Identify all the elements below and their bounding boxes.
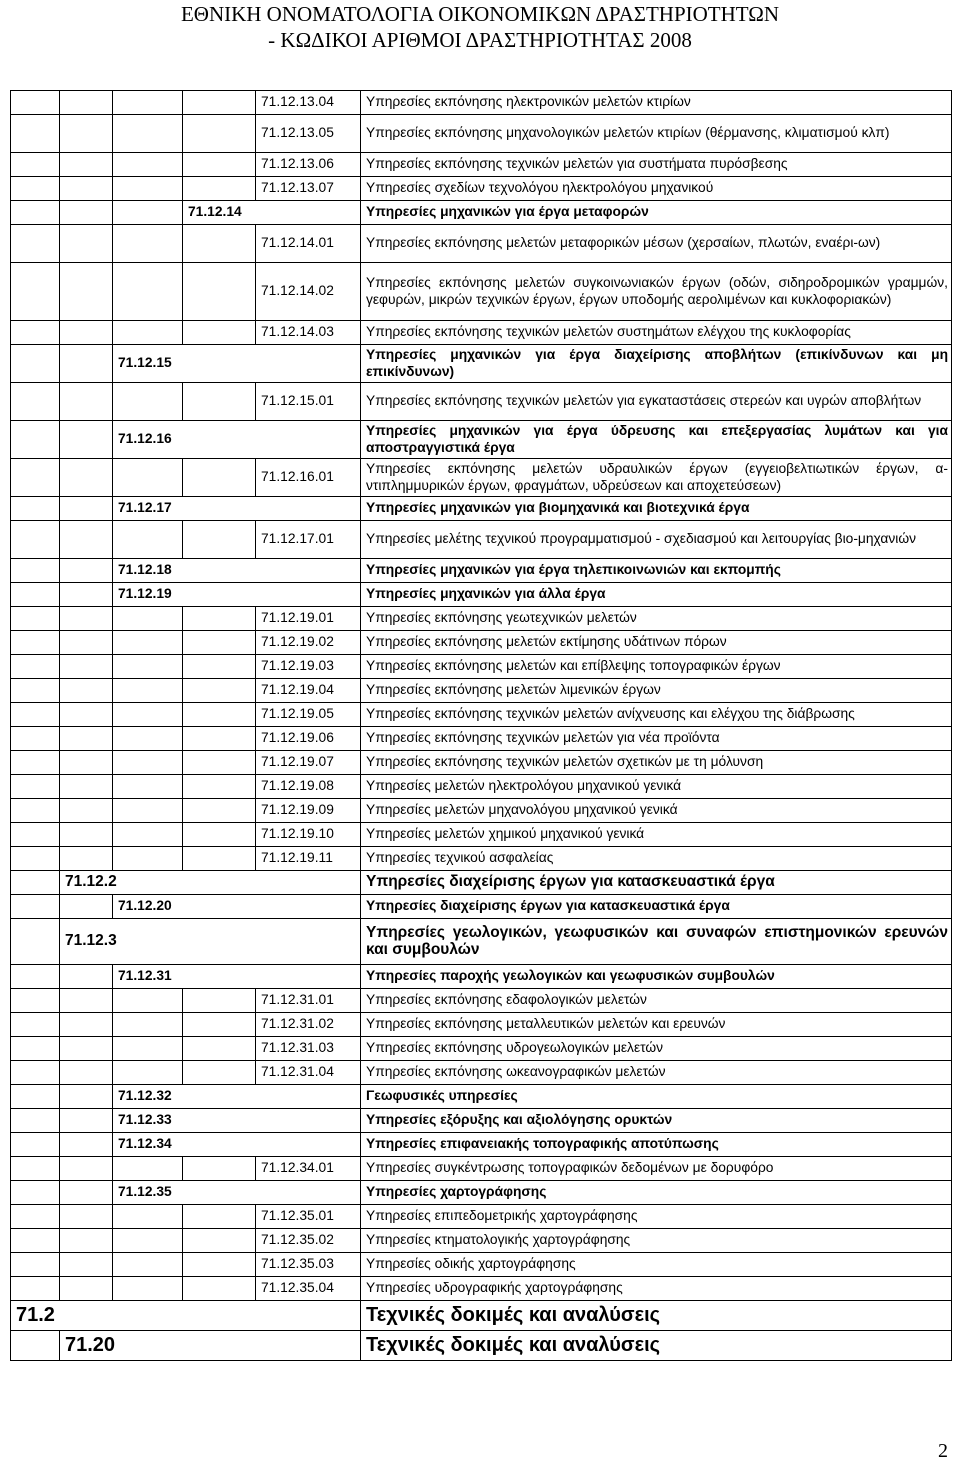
activity-description: Υπηρεσίες γεωλογικών, γεωφυσικών και συναφών επιστημονικών ερευνών και συμβουλών [361,919,952,965]
activity-description: Υπηρεσίες εκπόνησης υδρογεωλογικών μελετών [361,1037,952,1061]
activity-code: 71.12.35.03 [256,1253,361,1277]
activity-description: Υπηρεσίες εκπόνησης ωκεανογραφικών μελετών [361,1061,952,1085]
activity-code: 71.12.17.01 [256,521,361,559]
activity-code: 71.12.19.11 [256,847,361,871]
activity-description: Υπηρεσίες μηχανικών για βιομηχανικά και βιοτεχνικά έργα [361,497,952,521]
activity-description: Υπηρεσίες εκπόνησης τεχνικών μελετών για νέα προϊόντα [361,727,952,751]
activity-code: 71.12.35 [113,1181,361,1205]
activity-code: 71.12.20 [113,895,361,919]
activity-description: Υπηρεσίες εκπόνησης γεωτεχνικών μελετών [361,607,952,631]
activity-code: 71.12.14.02 [256,263,361,321]
activity-code: 71.12.19.07 [256,751,361,775]
activity-code: 71.12.19.02 [256,631,361,655]
activity-code: 71.2 [11,1301,361,1331]
activity-code: 71.12.13.06 [256,153,361,177]
activity-description: Υπηρεσίες μηχανικών για έργα ύδρευσης και επεξεργασίας λυμάτων και για αποστραγγιστικά έργα [361,421,952,459]
activity-description: Υπηρεσίες εκπόνησης μεταλλευτικών μελετών και ερευνών [361,1013,952,1037]
activity-code: 71.20 [60,1331,361,1361]
activity-description: Υπηρεσίες μελέτης τεχνικού προγραμματισμού - σχεδιασμού και λειτουργίας βιο-μηχανιών [361,521,952,559]
activity-description: Υπηρεσίες μηχανικών για άλλα έργα [361,583,952,607]
activity-code: 71.12.19.09 [256,799,361,823]
activity-description: Υπηρεσίες συγκέντρωσης τοπογραφικών δεδομένων με δορυφόρο [361,1157,952,1181]
activity-description: Υπηρεσίες εκπόνησης τεχνικών μελετών συστημάτων ελέγχου της κυκλοφορίας [361,321,952,345]
activity-description: Υπηρεσίες χαρτογράφησης [361,1181,952,1205]
activity-code: 71.12.34 [113,1133,361,1157]
activity-description: Υπηρεσίες μελετών ηλεκτρολόγου μηχανικού γενικά [361,775,952,799]
activity-description: Υπηρεσίες εκπόνησης τεχνικών μελετών για συστήματα πυρόσβεσης [361,153,952,177]
activity-description: Γεωφυσικές υπηρεσίες [361,1085,952,1109]
activity-description: Υπηρεσίες εκπόνησης μελετών συγκοινωνιακών έργων (οδών, σιδηροδρομικών γραμμών, γεφυρών, μικρών τεχνικών έργων, έργων υποδομής αερολιμένων και κυκλοφοριακών) [361,263,952,321]
activity-description: Υπηρεσίες τεχνικού ασφαλείας [361,847,952,871]
activity-description: Υπηρεσίες εκπόνησης τεχνικών μελετών για εγκαταστάσεις στερεών και υγρών αποβλήτων [361,383,952,421]
activity-description: Τεχνικές δοκιμές και αναλύσεις [361,1331,952,1361]
activity-code: 71.12.31.02 [256,1013,361,1037]
activity-description: Υπηρεσίες μηχανικών για έργα διαχείρισης αποβλήτων (επικίνδυνων και μη επικίνδυνων) [361,345,952,383]
activity-code: 71.12.15.01 [256,383,361,421]
activity-code: 71.12.19.01 [256,607,361,631]
activity-code: 71.12.31 [113,965,361,989]
page-number: 2 [938,1440,948,1462]
activity-code: 71.12.35.02 [256,1229,361,1253]
activity-code: 71.12.19.04 [256,679,361,703]
activity-code: 71.12.3 [60,919,361,965]
document-header-title: ΕΘΝΙΚΗ ΟΝΟΜΑΤΟΛΟΓΙΑ ΟΙΚΟΝΟΜΙΚΩΝ ΔΡΑΣΤΗΡΙΟΤΗΤΩΝ [180,2,780,26]
activity-description: Υπηρεσίες κτηματολογικής χαρτογράφησης [361,1229,952,1253]
activity-description: Υπηρεσίες εξόρυξης και αξιολόγησης ορυκτών [361,1109,952,1133]
activity-description: Υπηρεσίες μελετών χημικού μηχανικού γενικά [361,823,952,847]
activity-code: 71.12.19.10 [256,823,361,847]
activity-description: Υπηρεσίες μελετών μηχανολόγου μηχανικού γενικά [361,799,952,823]
activity-code: 71.12.31.03 [256,1037,361,1061]
activity-code: 71.12.13.07 [256,177,361,201]
activity-code: 71.12.14.03 [256,321,361,345]
activity-description: Υπηρεσίες επιπεδομετρικής χαρτογράφησης [361,1205,952,1229]
activity-code: 71.12.32 [113,1085,361,1109]
activity-description: Υπηρεσίες εκπόνησης μελετών λιμενικών έργων [361,679,952,703]
activity-description: Υπηρεσίες διαχείρισης έργων για κατασκευαστικά έργα [361,895,952,919]
activity-description: Υπηρεσίες επιφανειακής τοπογραφικής αποτύπωσης [361,1133,952,1157]
activity-code: 71.12.13.04 [256,91,361,115]
activity-code: 71.12.19.06 [256,727,361,751]
activity-code: 71.12.2 [60,871,361,895]
activity-description: Υπηρεσίες εκπόνησης μελετών και επίβλεψης τοπογραφικών έργων [361,655,952,679]
activity-code-table [10,90,952,1361]
activity-code: 71.12.16 [113,421,361,459]
activity-description: Υπηρεσίες εκπόνησης μελετών υδραυλικών έργων (εγγειοβελτιωτικών έργων, α-ντιπλημμυρικών έργων, φραγμάτων, υδρεύσεων και αποχετεύσεων) [361,459,952,497]
document-header-subtitle: - ΚΩΔΙΚΟΙ ΑΡΙΘΜΟΙ ΔΡΑΣΤΗΡΙΟΤΗΤΑΣ 2008 [268,28,692,52]
activity-code: 71.12.34.01 [256,1157,361,1181]
activity-code: 71.12.19.05 [256,703,361,727]
activity-description: Υπηρεσίες παροχής γεωλογικών και γεωφυσικών συμβουλών [361,965,952,989]
activity-description: Υπηρεσίες εκπόνησης εδαφολογικών μελετών [361,989,952,1013]
activity-code: 71.12.33 [113,1109,361,1133]
activity-description: Υπηρεσίες διαχείρισης έργων για κατασκευαστικά έργα [361,871,952,895]
activity-description: Υπηρεσίες οδικής χαρτογράφησης [361,1253,952,1277]
activity-code: 71.12.19.03 [256,655,361,679]
activity-description: Υπηρεσίες μηχανικών για έργα μεταφορών [361,201,952,225]
activity-description: Υπηρεσίες μηχανικών για έργα τηλεπικοινωνιών και εκπομπής [361,559,952,583]
activity-description: Υπηρεσίες εκπόνησης μελετών μεταφορικών μέσων (χερσαίων, πλωτών, εναέρι-ων) [361,225,952,263]
activity-code: 71.12.16.01 [256,459,361,497]
activity-description: Υπηρεσίες εκπόνησης μηχανολογικών μελετών κτιρίων (θέρμανσης, κλιματισμού κλπ) [361,115,952,153]
activity-code: 71.12.17 [113,497,361,521]
activity-description: Υπηρεσίες εκπόνησης ηλεκτρονικών μελετών κτιρίων [361,91,952,115]
activity-code: 71.12.13.05 [256,115,361,153]
activity-description: Υπηρεσίες εκπόνησης τεχνικών μελετών ανίχνευσης και ελέγχου της διάβρωσης [361,703,952,727]
activity-description: Υπηρεσίες υδρογραφικής χαρτογράφησης [361,1277,952,1301]
activity-description: Υπηρεσίες εκπόνησης τεχνικών μελετών σχετικών με τη μόλυνση [361,751,952,775]
activity-code: 71.12.14 [183,201,361,225]
activity-code: 71.12.19 [113,583,361,607]
activity-description: Υπηρεσίες σχεδίων τεχνολόγου ηλεκτρολόγου μηχανικού [361,177,952,201]
activity-code: 71.12.19.08 [256,775,361,799]
activity-code: 71.12.15 [113,345,361,383]
activity-code: 71.12.14.01 [256,225,361,263]
activity-code: 71.12.31.01 [256,989,361,1013]
activity-description: Υπηρεσίες εκπόνησης μελετών εκτίμησης υδάτινων πόρων [361,631,952,655]
activity-code: 71.12.35.04 [256,1277,361,1301]
activity-code: 71.12.18 [113,559,361,583]
activity-code: 71.12.31.04 [256,1061,361,1085]
activity-code: 71.12.35.01 [256,1205,361,1229]
activity-description: Τεχνικές δοκιμές και αναλύσεις [361,1301,952,1331]
